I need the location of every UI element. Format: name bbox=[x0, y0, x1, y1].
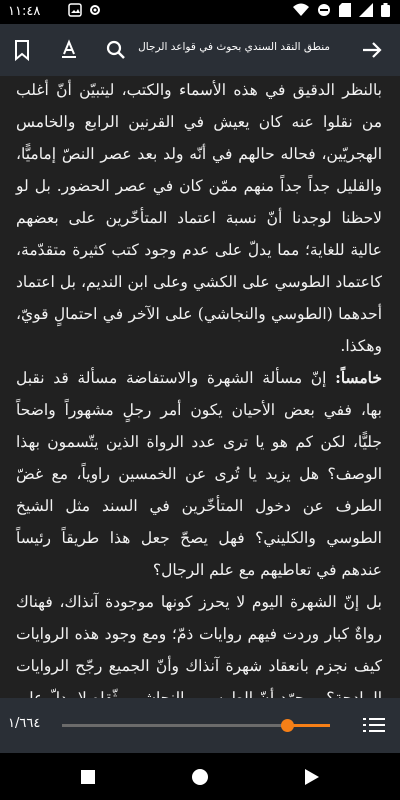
toc-list-icon[interactable] bbox=[362, 713, 386, 737]
back-arrow-icon[interactable] bbox=[358, 36, 386, 64]
paragraph-text: بالنظر الدقيق في هذه الأسماء والكتب، ليتبيّن أنّ أغلب من نقلوا عنه كان يعيش في القرنين الرابع والخامس الهجريّين، فحاله حالهم في أنّه ولد بعد عصر النصّ إماميًّا، والقليل جداً جداً منهم ممّن كان في عصر الحضور. بل لو لاحظنا لوجدنا أنّ نسبة اعتماد المتأخّرين على بعضهم عالية للغاية؛ مما يدلّ على عدم وجود كتب كثيرة متقدّمة، كاعتماد الطوسي على الكشي وعلى ابن النديم، بل اعتماد أحدهما (الطوسي والنجاشي) على الآخر في احتمالٍ قويّ، وهكذا. bbox=[16, 81, 382, 355]
page-progress-slider[interactable] bbox=[62, 724, 330, 727]
system-nav-bar bbox=[0, 753, 400, 800]
font-icon[interactable] bbox=[55, 36, 83, 64]
page-progress-thumb[interactable] bbox=[281, 719, 294, 732]
back-icon[interactable] bbox=[300, 765, 324, 789]
status-bar bbox=[0, 0, 400, 24]
bottom-bar bbox=[0, 698, 400, 753]
settings-icon bbox=[88, 3, 102, 21]
gallery-icon bbox=[68, 3, 82, 21]
sd-card-icon bbox=[339, 3, 351, 21]
recents-icon[interactable] bbox=[76, 765, 100, 789]
paragraph bbox=[16, 74, 382, 362]
signal-icon bbox=[359, 3, 373, 21]
page-text bbox=[0, 74, 400, 746]
paragraph bbox=[16, 362, 382, 586]
battery-icon bbox=[381, 3, 390, 21]
paragraph-text: بل إنّ الشهرة اليوم لا يحرز كونها موجودة آنذاك، فهناك رواةٌ كبار وردت فيهم روايات ذمّ؛ ومع وجود هذه الروايات كيف نجزم بانعقاد شهرة آنذاك وأنّ الجميع رجّح الروايات bbox=[16, 593, 382, 675]
dnd-icon bbox=[317, 3, 331, 21]
search-icon[interactable] bbox=[102, 36, 130, 64]
bookmark-icon[interactable] bbox=[8, 36, 36, 64]
reader-content[interactable] bbox=[0, 76, 400, 698]
app-bar bbox=[0, 24, 400, 76]
book-title: منطق النقد السندي بحوث في قواعد الرجال bbox=[138, 41, 330, 53]
home-icon[interactable] bbox=[188, 765, 212, 789]
page-counter: ١/٦٦٤ bbox=[8, 716, 41, 731]
paragraph-text: إنّ مسألة الشهرة والاستفاضة مسألة قد نقبل بها، ففي بعض الأحيان يكون أمر رجلٍ مشهوراً واضحاً جليًّا، لكن كم هو يا ترى عدد الرواة الذين يتّسمون بهذا الوصف؟ هل يزيد يا تُرى عن الخمسين راوياً، مع غضّ الطرف عن دخول المتأخّرين في السند مثل الشيخ الطوسي والكليني؟ فهل يصحّ جعل هذا طريقاً رئيساً عندهم في تعاطيهم مع علم الرجال؟ bbox=[16, 369, 382, 579]
status-time: ١١:٤٨ bbox=[8, 4, 41, 19]
paragraph-lead: خامساً: bbox=[335, 368, 382, 387]
wifi-icon bbox=[293, 3, 309, 21]
